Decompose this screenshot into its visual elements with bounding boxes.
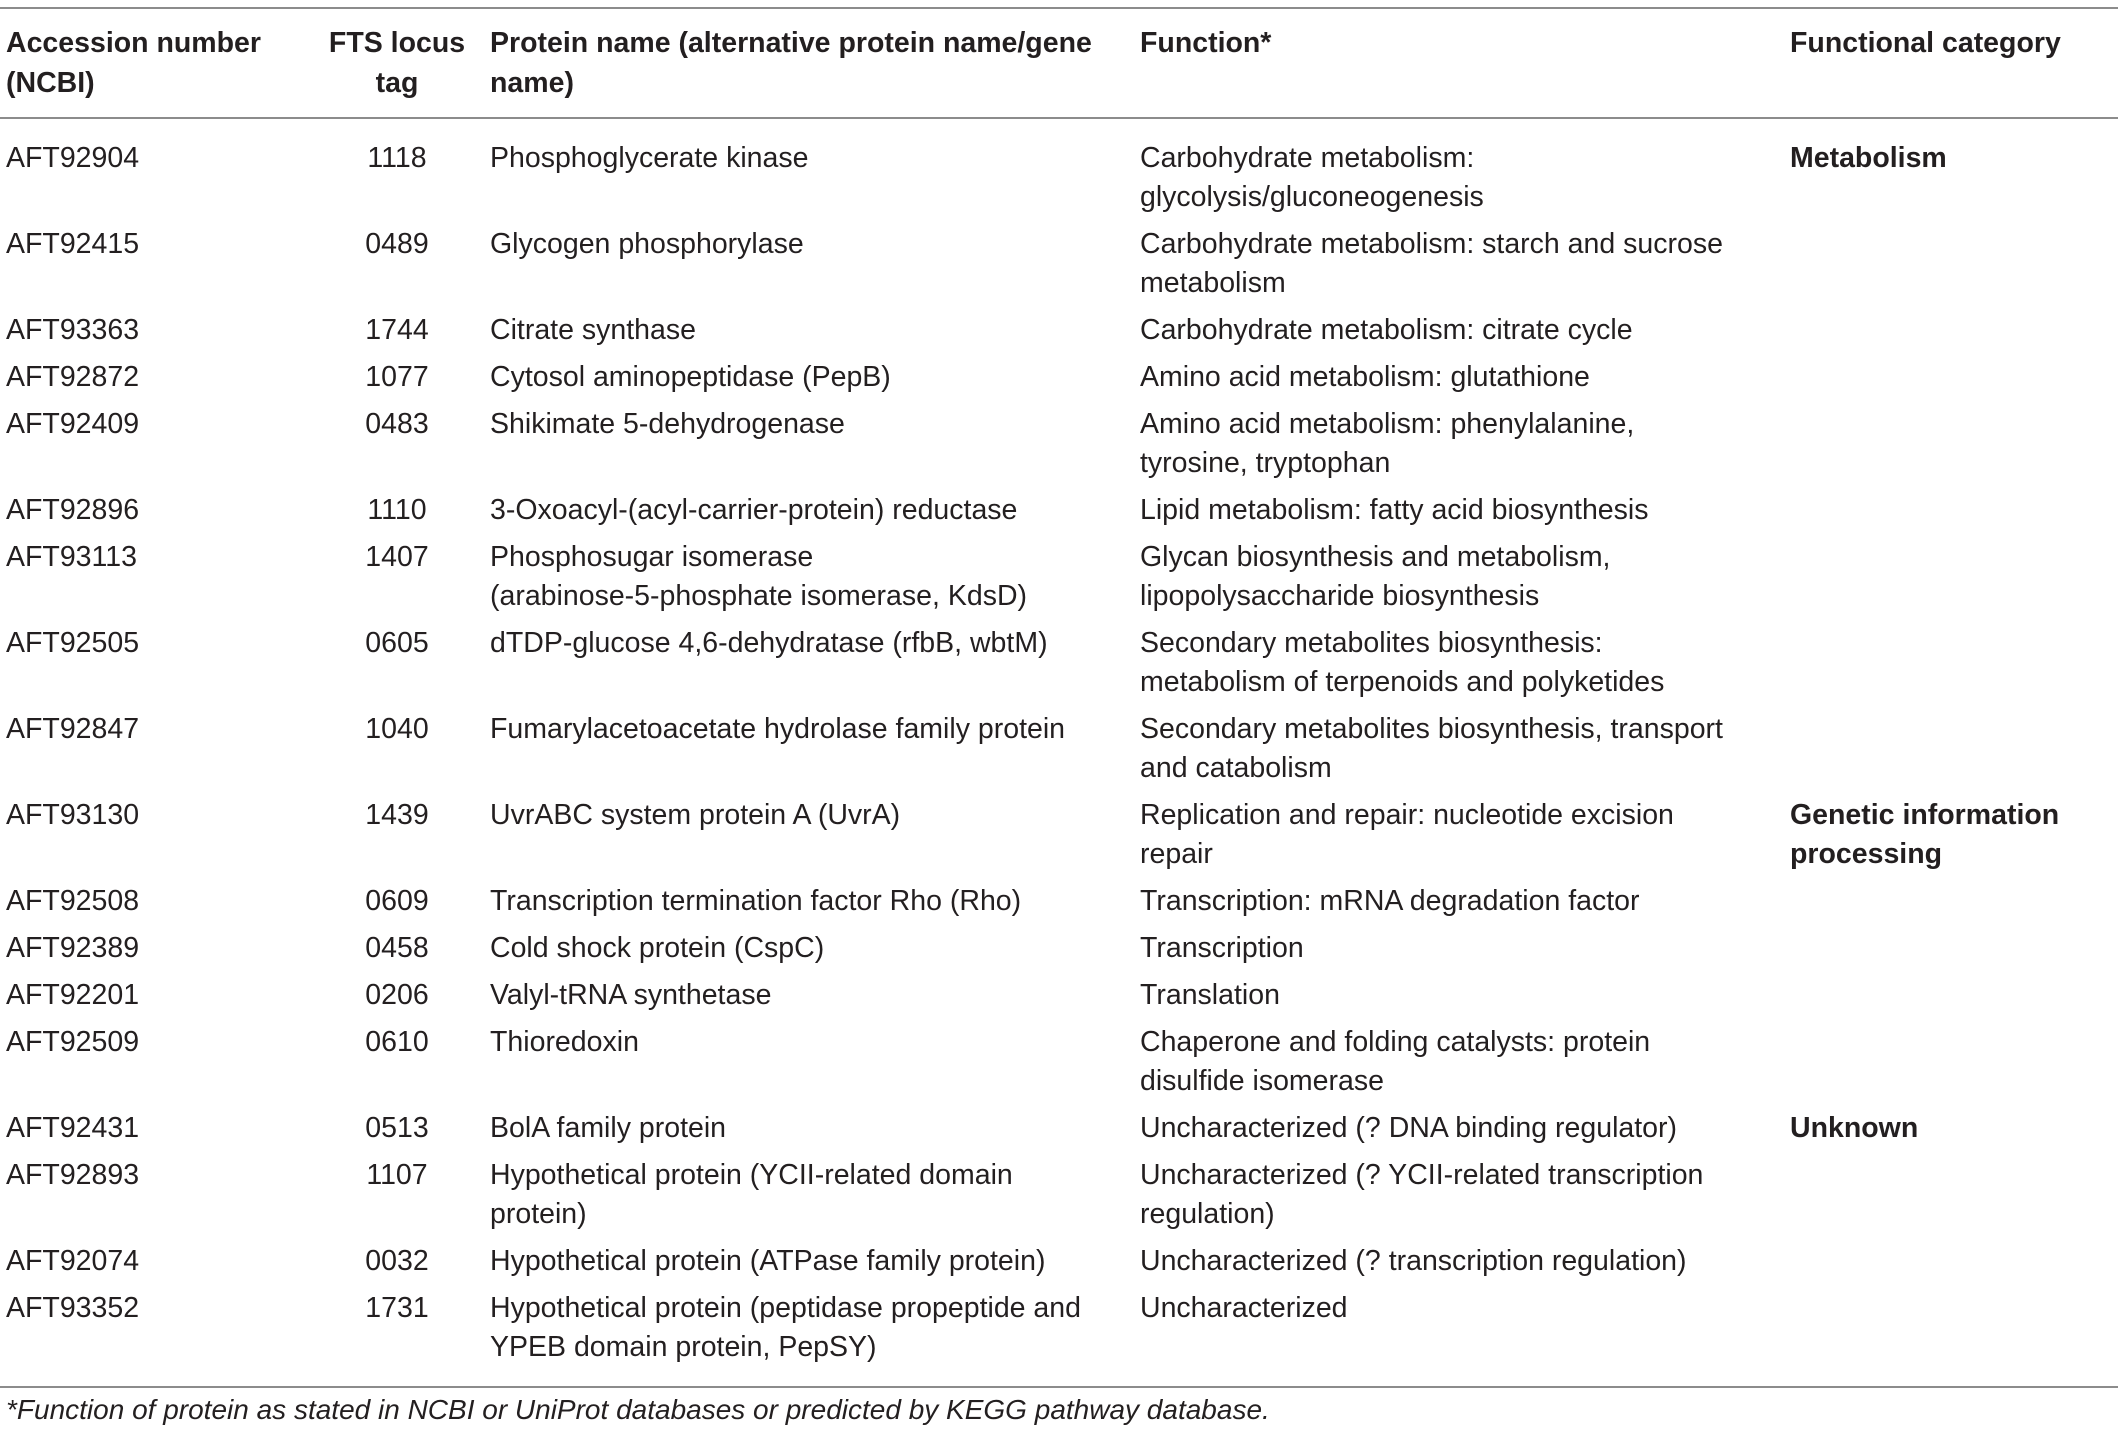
cell-line: Chaperone and folding catalysts: protein <box>1140 1026 1651 1058</box>
protein-name-cell <box>490 1023 1140 1109</box>
cell-line: Translation <box>1140 979 1280 1011</box>
accession-cell: AFT92896 <box>6 494 140 526</box>
cell-line: Metabolism <box>1790 142 1947 174</box>
cell-line: Carbohydrate metabolism: starch and sucrose <box>1140 228 1723 260</box>
cell-line: regulation) <box>1140 1198 1275 1230</box>
cell-line: Hypothetical protein (YCII-related domain <box>490 1159 1013 1191</box>
table-row <box>0 1023 2118 1109</box>
table-row <box>0 405 2118 491</box>
cell-line: Transcription <box>1140 932 1304 964</box>
cell-line: Shikimate 5-dehydrogenase <box>490 408 845 440</box>
cell-line: disulfide isomerase <box>1140 1065 1384 1097</box>
cell-line: (arabinose-5-phosphate isomerase, KdsD) <box>490 580 1028 612</box>
cell-line: Lipid metabolism: fatty acid biosynthesis <box>1140 494 1649 526</box>
cell-line: tyrosine, tryptophan <box>1140 447 1391 479</box>
accession-cell: AFT92893 <box>6 1159 140 1191</box>
accession-cell: AFT92508 <box>6 885 140 917</box>
cell-line: Hypothetical protein (peptidase propeptide and <box>490 1292 1081 1324</box>
accession-cell: AFT92409 <box>6 408 140 440</box>
accession-cell: AFT93352 <box>0 1289 304 1387</box>
cell-line: metabolism <box>1140 267 1286 299</box>
table-row <box>0 710 2118 796</box>
protein-name-cell <box>490 358 1140 405</box>
accession-cell: AFT92415 <box>6 228 140 260</box>
cell-line: Unknown <box>1790 1112 1919 1144</box>
cell-line: Carbohydrate metabolism: <box>1140 142 1475 174</box>
protein-name-cell <box>490 710 1140 796</box>
protein-name-cell <box>490 1289 1140 1387</box>
cell-line: Amino acid metabolism: glutathione <box>1140 361 1590 393</box>
cell-line: Uncharacterized (? YCII-related transcription <box>1140 1159 1704 1191</box>
protein-name-cell <box>490 929 1140 976</box>
function-cell <box>1140 1023 1790 1109</box>
table-header <box>0 8 2118 118</box>
function-cell <box>1140 405 1790 491</box>
cell-line: Phosphoglycerate kinase <box>490 142 809 174</box>
cell-line: Phosphosugar isomerase <box>490 541 814 573</box>
function-cell <box>1140 538 1790 624</box>
accession-cell: AFT92509 <box>6 1026 140 1058</box>
category-cell <box>1790 225 2118 311</box>
cell-line: YPEB domain protein, PepSY) <box>490 1331 877 1363</box>
accession-cell: AFT92847 <box>6 713 140 745</box>
accession-cell: AFT93130 <box>6 799 140 831</box>
category-cell <box>1790 1289 2118 1387</box>
cell-line: Thioredoxin <box>490 1026 639 1058</box>
table-row <box>0 882 2118 929</box>
accession-cell: AFT92074 <box>6 1245 140 1277</box>
cell-line: lipopolysaccharide biosynthesis <box>1140 580 1540 612</box>
cell-line: Uncharacterized (? transcription regulation) <box>1140 1245 1687 1277</box>
table-row <box>0 491 2118 538</box>
cell-line: Amino acid metabolism: phenylalanine, <box>1140 408 1635 440</box>
protein-name-cell <box>490 311 1140 358</box>
locus-tag-cell: 0458 <box>365 932 429 964</box>
locus-tag-cell: 1110 <box>367 494 427 526</box>
function-cell <box>1140 796 1790 882</box>
table-row <box>0 624 2118 710</box>
cell-line: UvrABC system protein A (UvrA) <box>490 799 901 831</box>
category-cell <box>1790 538 2118 624</box>
cell-line: 3-Oxoacyl-(acyl-carrier-protein) reductase <box>490 494 1018 526</box>
table-row <box>0 311 2118 358</box>
protein-name-cell <box>490 225 1140 311</box>
locus-tag-cell: 1107 <box>366 1159 428 1191</box>
protein-name-cell <box>490 538 1140 624</box>
function-cell <box>1140 118 1790 225</box>
table-row <box>0 358 2118 405</box>
function-cell <box>1140 225 1790 311</box>
header-locus-tag: FTS locus tag <box>304 8 490 118</box>
cell-line: Replication and repair: nucleotide excision <box>1140 799 1674 831</box>
function-cell <box>1140 1156 1790 1242</box>
cell-line: protein) <box>490 1198 587 1230</box>
locus-tag-cell: 0032 <box>365 1245 429 1277</box>
table-row <box>0 796 2118 882</box>
cell-line: Glycan biosynthesis and metabolism, <box>1140 541 1611 573</box>
header-accession: Accession number (NCBI) <box>0 8 304 118</box>
cell-line: BolA family protein <box>490 1112 727 1144</box>
function-cell <box>1140 491 1790 538</box>
table-row <box>0 225 2118 311</box>
category-cell <box>1790 1156 2118 1242</box>
function-cell <box>1140 358 1790 405</box>
accession-cell: AFT92872 <box>6 361 140 393</box>
locus-tag-cell: 0610 <box>365 1026 429 1058</box>
category-cell <box>1790 1109 2118 1156</box>
accession-cell: AFT93113 <box>6 541 137 573</box>
header-category: Functional category <box>1790 8 2118 118</box>
table-body <box>0 118 2118 1387</box>
protein-name-cell <box>490 882 1140 929</box>
accession-cell: AFT92201 <box>6 979 140 1011</box>
locus-tag-cell: 1744 <box>365 314 429 346</box>
accession-cell: AFT92389 <box>6 932 140 964</box>
function-cell <box>1140 624 1790 710</box>
table-row <box>0 1289 2118 1387</box>
protein-name-cell <box>490 1156 1140 1242</box>
cell-line: metabolism of terpenoids and polyketides <box>1140 666 1665 698</box>
cell-line: dTDP-glucose 4,6-dehydratase (rfbB, wbtM) <box>490 627 1048 659</box>
table-row <box>0 1156 2118 1242</box>
function-cell <box>1140 976 1790 1023</box>
table-row <box>0 118 2118 225</box>
table-footnote: *Function of protein as stated in NCBI or UniProt databases or predicted by KEGG pathway database. <box>6 1394 1270 1425</box>
cell-line: Fumarylacetoacetate hydrolase family protein <box>490 713 1066 745</box>
cell-line: repair <box>1140 838 1213 870</box>
locus-tag-cell: 0513 <box>365 1112 429 1144</box>
category-cell <box>1790 118 2118 225</box>
locus-tag-cell: 0489 <box>365 228 429 260</box>
cell-line: Transcription termination factor Rho (Rho) <box>490 885 1022 917</box>
cell-line: Cytosol aminopeptidase (PepB) <box>490 361 891 393</box>
cell-line: Citrate synthase <box>490 314 696 346</box>
accession-cell: AFT92431 <box>6 1112 140 1144</box>
protein-name-cell <box>490 1242 1140 1289</box>
category-cell <box>1790 1023 2118 1109</box>
cell-line: Secondary metabolites biosynthesis, transport <box>1140 713 1723 745</box>
cell-line: Secondary metabolites biosynthesis: <box>1140 627 1603 659</box>
cell-line: Glycogen phosphorylase <box>490 228 804 260</box>
cell-line: Uncharacterized (? DNA binding regulator) <box>1140 1112 1678 1144</box>
locus-tag-cell: 0483 <box>365 408 429 440</box>
function-cell <box>1140 882 1790 929</box>
function-cell <box>1140 1242 1790 1289</box>
header-protein-name: Protein name (alternative protein name/gene name) <box>490 8 1140 118</box>
category-cell <box>1790 358 2118 405</box>
cell-line: Valyl-tRNA synthetase <box>490 979 772 1011</box>
category-cell <box>1790 624 2118 710</box>
function-cell <box>1140 929 1790 976</box>
category-cell <box>1790 882 2118 929</box>
cell-line: Cold shock protein (CspC) <box>490 932 825 964</box>
protein-name-cell <box>490 491 1140 538</box>
table-row <box>0 929 2118 976</box>
function-cell <box>1140 1109 1790 1156</box>
function-cell <box>1140 710 1790 796</box>
category-cell <box>1790 929 2118 976</box>
locus-tag-cell: 1118 <box>367 142 427 174</box>
table-row <box>0 1242 2118 1289</box>
protein-name-cell <box>490 1109 1140 1156</box>
cell-line: Genetic information <box>1790 799 2060 831</box>
accession-cell: AFT93363 <box>6 314 140 346</box>
locus-tag-cell: 1439 <box>365 799 429 831</box>
category-cell <box>1790 710 2118 796</box>
category-cell <box>1790 405 2118 491</box>
protein-name-cell <box>490 796 1140 882</box>
locus-tag-cell: 1731 <box>304 1289 490 1387</box>
function-cell <box>1140 311 1790 358</box>
locus-tag-cell: 0605 <box>365 627 429 659</box>
accession-cell: AFT92505 <box>6 627 140 659</box>
category-cell <box>1790 1242 2118 1289</box>
cell-line: Hypothetical protein (ATPase family protein) <box>490 1245 1046 1277</box>
protein-name-cell <box>490 405 1140 491</box>
protein-name-cell <box>490 976 1140 1023</box>
cell-line: processing <box>1790 838 1943 870</box>
cell-line: Uncharacterized <box>1140 1292 1348 1324</box>
table-row <box>0 1109 2118 1156</box>
cell-line: Transcription: mRNA degradation factor <box>1140 885 1640 917</box>
header-function: Function* <box>1140 8 1790 118</box>
category-cell <box>1790 491 2118 538</box>
cell-line: Carbohydrate metabolism: citrate cycle <box>1140 314 1633 346</box>
cell-line: and catabolism <box>1140 752 1332 784</box>
protein-table <box>0 7 2118 1388</box>
cell-line: glycolysis/gluconeogenesis <box>1140 181 1484 213</box>
category-cell <box>1790 311 2118 358</box>
locus-tag-cell: 1040 <box>365 713 429 745</box>
locus-tag-cell: 1407 <box>365 541 429 573</box>
category-cell <box>1790 796 2118 882</box>
function-cell <box>1140 1289 1790 1387</box>
header-row <box>0 8 2118 118</box>
accession-cell: AFT92904 <box>6 142 140 174</box>
locus-tag-cell: 0206 <box>365 979 429 1011</box>
locus-tag-cell: 1077 <box>365 361 429 393</box>
table-row <box>0 538 2118 624</box>
table-row <box>0 976 2118 1023</box>
protein-name-cell <box>490 624 1140 710</box>
locus-tag-cell: 0609 <box>365 885 429 917</box>
category-cell <box>1790 976 2118 1023</box>
protein-name-cell <box>490 118 1140 225</box>
